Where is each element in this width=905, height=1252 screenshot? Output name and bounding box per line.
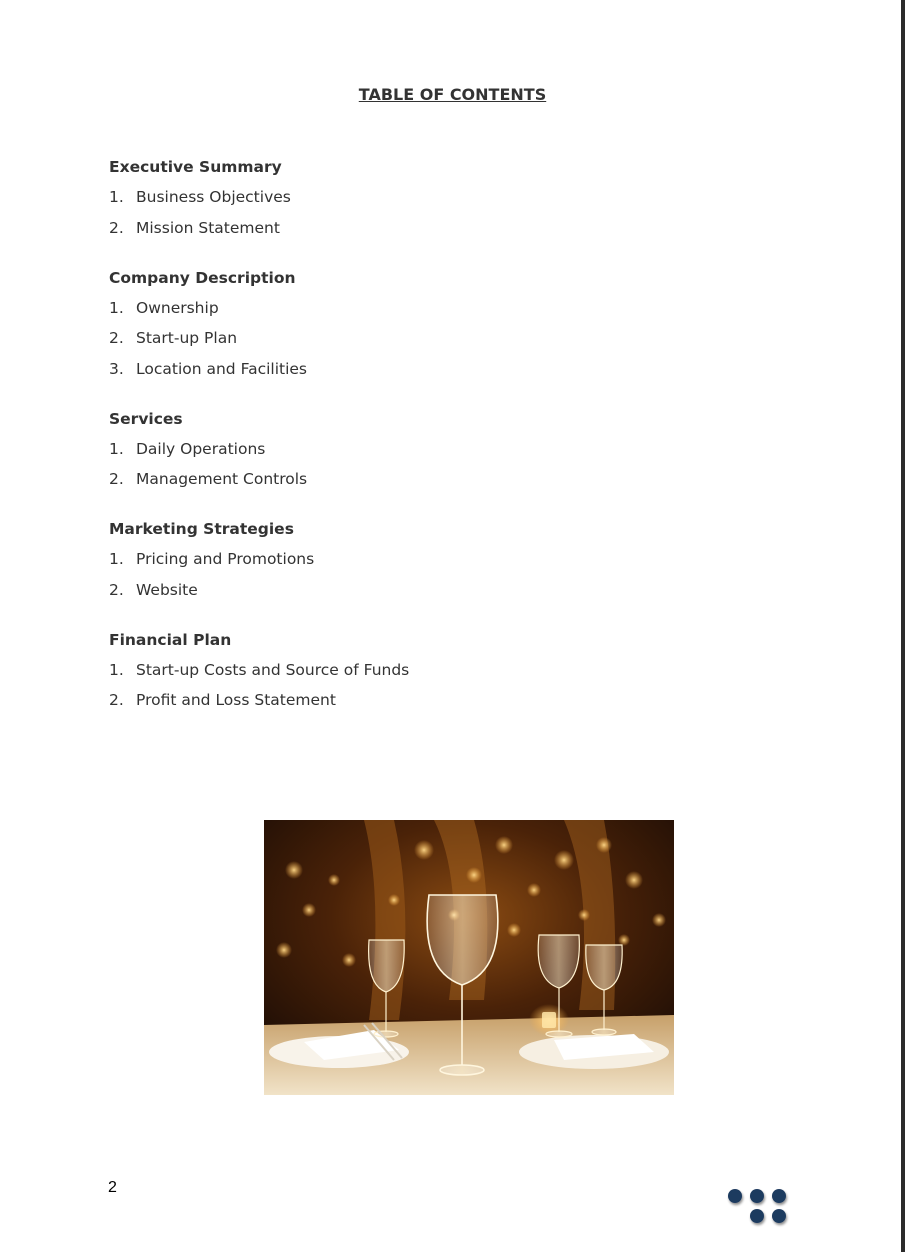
- toc-item: [109, 549, 709, 569]
- toc-item: [109, 469, 709, 489]
- page-right-edge: [901, 0, 905, 1252]
- item-number: 2.: [109, 580, 124, 599]
- toc-item: [109, 359, 709, 379]
- item-number: 2.: [109, 470, 124, 488]
- toc-section-marketing-strategies: [109, 519, 709, 600]
- toc-section-services: [109, 409, 709, 490]
- item-number: 1.: [109, 660, 124, 679]
- toc-item: [109, 690, 709, 710]
- toc-item: [109, 580, 709, 600]
- item-label: Pricing and Promotions: [136, 550, 315, 568]
- item-label: Management Controls: [136, 470, 308, 488]
- toc-item: [109, 660, 709, 680]
- dots-logo-icon: [726, 1187, 792, 1229]
- item-label: Start-up Costs and Source of Funds: [136, 660, 410, 679]
- toc-item: [109, 328, 709, 348]
- toc-section-company-description: [109, 268, 709, 379]
- item-number: 1.: [109, 188, 124, 206]
- toc-item: [109, 187, 709, 207]
- item-number: 2.: [109, 329, 124, 347]
- item-label: Mission Statement: [136, 218, 280, 237]
- item-label: Ownership: [136, 298, 219, 317]
- toc-item: [109, 439, 709, 459]
- toc-item: [109, 298, 709, 318]
- item-label: Daily Operations: [136, 439, 266, 458]
- section-heading: Company Description: [109, 268, 296, 287]
- item-label: Start-up Plan: [136, 329, 238, 347]
- section-heading: Services: [109, 409, 183, 428]
- section-heading: Financial Plan: [109, 630, 232, 649]
- item-number: 1.: [109, 298, 124, 317]
- page-number: 2: [108, 1179, 117, 1196]
- toc-section-financial-plan: [109, 630, 709, 711]
- item-label: Profit and Loss Statement: [136, 691, 336, 709]
- table-of-contents: [109, 157, 709, 740]
- item-number: 1.: [109, 550, 124, 568]
- item-label: Business Objectives: [136, 188, 291, 206]
- section-heading: Marketing Strategies: [109, 520, 294, 538]
- section-heading: Executive Summary: [109, 158, 282, 176]
- item-number: 2.: [109, 218, 124, 237]
- restaurant-table-photo: [264, 820, 674, 1095]
- item-number: 2.: [109, 691, 124, 709]
- page-title: TABLE OF CONTENTS: [358, 85, 547, 104]
- toc-section-executive-summary: [109, 157, 709, 238]
- item-label: Website: [136, 580, 198, 599]
- item-number: 3.: [109, 359, 124, 378]
- item-number: 1.: [109, 439, 124, 458]
- toc-item: [109, 218, 709, 238]
- item-label: Location and Facilities: [136, 359, 307, 378]
